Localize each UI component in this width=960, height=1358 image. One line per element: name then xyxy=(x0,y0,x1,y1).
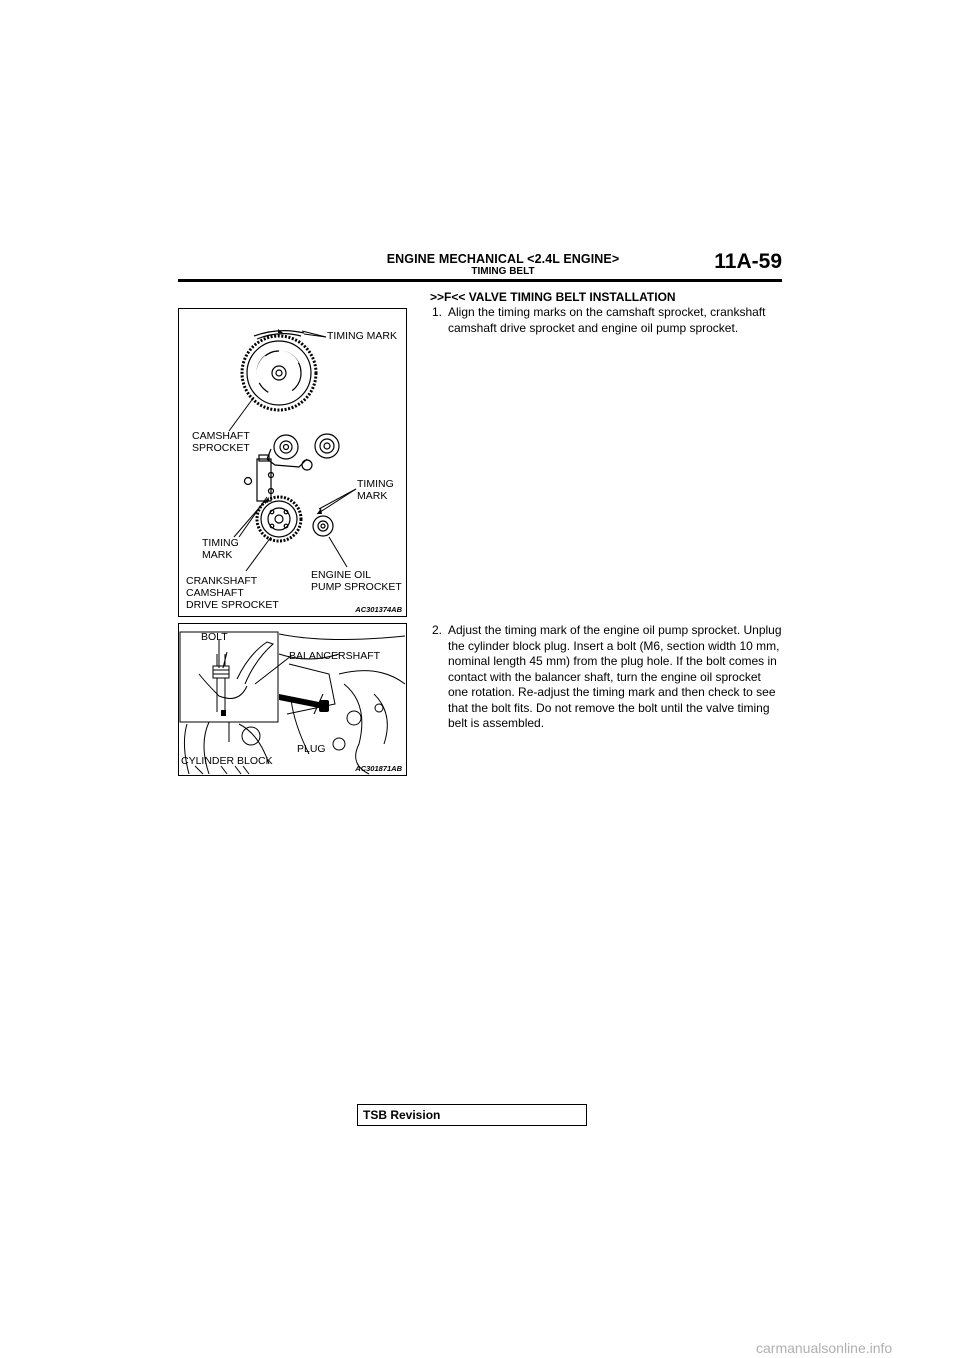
step-2 xyxy=(432,623,784,732)
label-crankshaft-sprocket: CRANKSHAFT CAMSHAFT DRIVE SPROCKET xyxy=(186,575,279,611)
label-bolt: BOLT xyxy=(201,631,228,643)
figure-code: AC301374AB xyxy=(355,605,402,614)
step-1 xyxy=(432,305,784,336)
step-number: 1. xyxy=(432,305,443,319)
label-balancer-shaft: BALANCERSHAFT xyxy=(289,650,381,662)
page-number: 11A-59 xyxy=(714,250,782,273)
label-timing-mark-top: TIMING MARK xyxy=(327,330,397,342)
label-timing-mark-right: TIMING MARK xyxy=(357,478,394,502)
step-number: 2. xyxy=(432,623,443,637)
figure-timing-marks xyxy=(178,308,407,617)
tsb-revision-label: TSB Revision xyxy=(363,1108,441,1122)
header-subtitle: TIMING BELT xyxy=(471,266,535,277)
label-plug: PLUG xyxy=(297,743,326,755)
figure-balancer-bolt xyxy=(178,623,407,776)
label-oil-pump-sprocket: ENGINE OIL PUMP SPROCKET xyxy=(311,569,402,593)
header-rule xyxy=(178,279,782,282)
step-text: Adjust the timing mark of the engine oil pump sprocket. Unplug the cylinder block plug. Insert a bolt (M6, section width 10 mm, nominal length 45 mm) from the plug hole. If the bolt comes in contact with the balancer shaft, turn the engine oil sprocket one rotation. Re-adjust the timing mark and then check to see that the bolt fits. Do not remove the bolt until the valve timing belt is assembled. xyxy=(448,623,782,730)
balancer-bolt-illustration xyxy=(179,624,406,775)
header-title: ENGINE MECHANICAL <2.4L ENGINE> xyxy=(386,252,620,266)
figure-code: AC301871AB xyxy=(355,764,402,773)
label-timing-mark-left: TIMING MARK xyxy=(202,537,239,561)
label-camshaft-sprocket: CAMSHAFT SPROCKET xyxy=(192,430,250,454)
section-heading: >>F<< VALVE TIMING BELT INSTALLATION xyxy=(430,290,676,304)
label-cylinder-block: CYLINDER BLOCK xyxy=(181,755,273,767)
watermark: carmanualsonline.info xyxy=(756,1340,893,1356)
tsb-revision-box xyxy=(357,1104,587,1126)
step-text: Align the timing marks on the camshaft sprocket, crankshaft camshaft drive sprocket and engine oil pump sprocket. xyxy=(448,305,766,335)
